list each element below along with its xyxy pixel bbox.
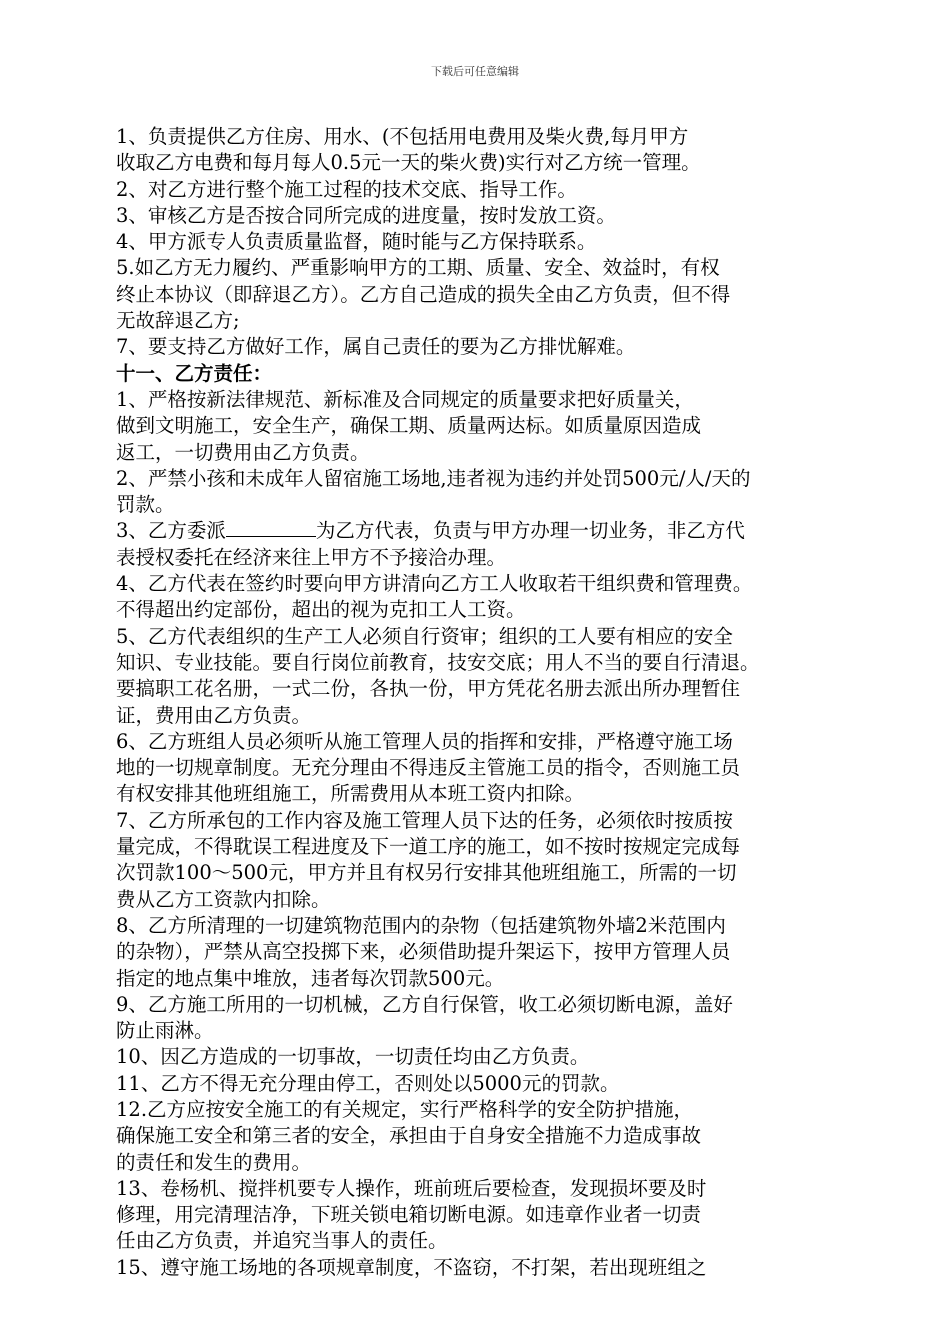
text-line: 有权安排其他班组施工，所需费用从本班工资内扣除。 [116, 782, 585, 806]
text-line-with-blank [116, 518, 838, 544]
text-line: 2、严禁小孩和未成年人留宿施工场地,违者视为违约并处罚500元/人/天的 [116, 466, 751, 490]
text-line: 指定的地点集中堆放，违者每次罚款500元。 [116, 966, 505, 990]
text-line: 5、乙方代表组织的生产工人必须自行资审；组织的工人要有相应的安全 [116, 624, 733, 648]
text-line: 表授权委托在经济来往上甲方不予接洽办理。 [116, 545, 507, 569]
text-line: 地的一切规章制度。无充分理由不得违反主管施工员的指令，否则施工员 [116, 756, 741, 780]
text-line: 费从乙方工资款内扣除。 [116, 887, 331, 911]
text-line: 的责任和发生的费用。 [116, 1150, 312, 1174]
text-line: 5.如乙方无力履约、严重影响甲方的工期、质量、安全、效益时，有权 [116, 256, 720, 280]
text-line: 的杂物），严禁从高空投掷下来，必须借助提升架运下，按甲方管理人员 [116, 940, 731, 964]
text-line: 罚款。 [116, 493, 175, 517]
text-line: 无故辞退乙方; [116, 309, 240, 333]
section-heading: 十一、乙方责任： [116, 361, 273, 385]
text-line: 12.乙方应按安全施工的有关规定，实行严格科学的安全防护措施， [116, 1097, 694, 1121]
text-line: 15、遵守施工场地的各项规章制度，不盗窃，不打架，若出现班组之 [116, 1255, 707, 1279]
text-line: 13、卷杨机、搅拌机要专人操作，班前班后要检查，发现损坏要及时 [116, 1176, 707, 1200]
fill-in-blank [226, 518, 316, 537]
text-line: 做到文明施工，安全生产，确保工期、质量两达标。如质量原因造成 [116, 414, 702, 438]
text-line: 10、因乙方造成的一切事故，一切责任均由乙方负责。 [116, 1045, 590, 1069]
text-line: 次罚款100～500元，甲方并且有权另行安排其他班组施工，所需的一切 [116, 861, 737, 885]
text-line: 6、乙方班组人员必须听从施工管理人员的指挥和安排，严格遵守施工场 [116, 729, 733, 753]
text-line: 收取乙方电费和每月每人0.5元一天的柴火费)实行对乙方统一管理。 [116, 151, 701, 175]
text-line: 终止本协议（即辞退乙方）。乙方自己造成的损失全由乙方负责，但不得 [116, 282, 731, 306]
text-line: 8、乙方所清理的一切建筑物范围内的杂物（包括建筑物外墙2米范围内 [116, 913, 726, 937]
text-line: 4、乙方代表在签约时要向甲方讲清向乙方工人收取若干组织费和管理费。 [116, 572, 753, 596]
text-line: 要搞职工花名册，一式二份，各执一份，甲方凭花名册去派出所办理暂住 [116, 677, 741, 701]
text-line: 11、乙方不得无充分理由停工，否则处以5000元的罚款。 [116, 1071, 620, 1095]
text-line: 2、对乙方进行整个施工过程的技术交底、指导工作。 [116, 177, 577, 201]
text-segment: 为乙方代表，负责与甲方办理一切业务，非乙方代 [315, 519, 745, 543]
text-line: 知识、专业技能。要自行岗位前教育，技安交底；用人不当的要自行清退。 [116, 650, 760, 674]
text-line: 防止雨淋。 [116, 1019, 214, 1043]
page-header: 下载后可任意编辑 [431, 65, 519, 78]
text-line: 4、甲方派专人负责质量监督，随时能与乙方保持联系。 [116, 230, 597, 254]
text-line: 7、乙方所承包的工作内容及施工管理人员下达的任务，必须依时按质按 [116, 808, 733, 832]
text-line: 任由乙方负责，并追究当事人的责任。 [116, 1229, 448, 1253]
text-line: 证，费用由乙方负责。 [116, 703, 312, 727]
text-line: 7、要支持乙方做好工作，属自己责任的要为乙方排忧解难。 [116, 335, 636, 359]
text-line: 1、严格按新法律规范、新标准及合同规定的质量要求把好质量关， [116, 387, 694, 411]
text-segment: 3、乙方委派 [116, 519, 226, 543]
text-line: 3、审核乙方是否按合同所完成的进度量，按时发放工资。 [116, 203, 616, 227]
text-line: 确保施工安全和第三者的安全，承担由于自身安全措施不力造成事故 [116, 1124, 702, 1148]
text-line: 1、负责提供乙方住房、用水、(不包括用电费用及柴火费,每月甲方 [116, 125, 689, 148]
text-line: 不得超出约定部份，超出的视为克扣工人工资。 [116, 598, 526, 622]
text-line: 修理，用完清理洁净，下班关锁电箱切断电源。如违章作业者一切责 [116, 1203, 702, 1227]
text-line: 9、乙方施工所用的一切机械，乙方自行保管，收工必须切断电源，盖好 [116, 992, 733, 1016]
text-line: 返工，一切费用由乙方负责。 [116, 440, 370, 464]
text-line: 量完成，不得耽误工程进度及下一道工序的施工，如不按时按规定完成每 [116, 835, 741, 859]
document-body [116, 124, 838, 1281]
